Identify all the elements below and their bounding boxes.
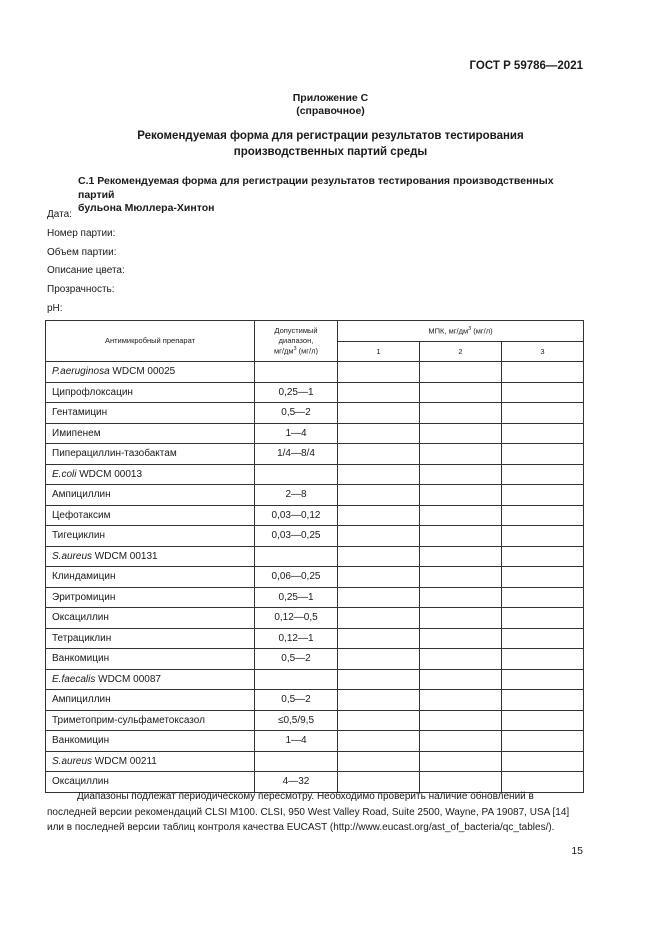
organism-strain-code: WDCM 00211 (92, 755, 157, 767)
range-cell: 1—4 (255, 423, 338, 444)
drug-row (46, 526, 584, 547)
mic-result-cell-3 (502, 464, 584, 485)
mic-result-cell-2 (420, 628, 502, 649)
drug-row (46, 587, 584, 608)
drug-cell: Ванкомицин (46, 731, 255, 752)
col-header-range-line-2: диапазон, (278, 335, 314, 345)
mic-result-cell-1 (338, 444, 420, 465)
mic-result-cell-1 (338, 751, 420, 772)
mic-result-cell-3 (502, 649, 584, 670)
range-cell: 4—32 (255, 772, 338, 793)
col-header-range (255, 321, 338, 362)
drug-row (46, 403, 584, 424)
drug-row (46, 505, 584, 526)
col-header-mic-2: 2 (420, 341, 502, 362)
drug-row (46, 690, 584, 711)
range-cell: 2—8 (255, 485, 338, 506)
mic-result-cell-3 (502, 751, 584, 772)
organism-row (46, 751, 584, 772)
range-cell: 0,12—1 (255, 628, 338, 649)
drug-cell: Оксациллин (46, 608, 255, 629)
mic-result-cell-3 (502, 628, 584, 649)
organism-name: P.aeruginosa (52, 366, 110, 378)
drug-row (46, 649, 584, 670)
drug-cell: Ампициллин (46, 690, 255, 711)
mic-result-cell-3 (502, 505, 584, 526)
drug-cell: Цефотаксим (46, 505, 255, 526)
section-heading-line-1: С.1 Рекомендуемая форма для регистрации результатов тестирования производственных партий (78, 175, 554, 201)
range-cell: ≤0,5/9,5 (255, 710, 338, 731)
range-cell-empty (255, 362, 338, 383)
mic-result-cell-3 (502, 526, 584, 547)
range-cell: 1—4 (255, 731, 338, 752)
drug-cell: Имипенем (46, 423, 255, 444)
organism-row (46, 669, 584, 690)
col-header-mic-1: 1 (338, 341, 420, 362)
mic-result-cell-2 (420, 423, 502, 444)
annex-heading (0, 92, 661, 118)
drug-row (46, 628, 584, 649)
standard-designation: ГОСТ Р 59786—2021 (469, 60, 583, 72)
mic-result-cell-2 (420, 403, 502, 424)
range-cell: 0,5—2 (255, 690, 338, 711)
drug-row (46, 608, 584, 629)
mic-result-cell-3 (502, 608, 584, 629)
range-cell: 0,25—1 (255, 587, 338, 608)
organism-strain-code: WDCM 00013 (76, 468, 143, 480)
range-cell: 0,5—2 (255, 649, 338, 670)
drug-row (46, 710, 584, 731)
results-table (45, 320, 584, 793)
col-header-drug: Антимикробный препарат (46, 321, 255, 362)
page-number: 15 (571, 845, 583, 857)
mic-result-cell-3 (502, 546, 584, 567)
mic-result-cell-1 (338, 587, 420, 608)
section-heading-line-2: бульона Мюллера-Хинтон (78, 202, 215, 214)
drug-row (46, 423, 584, 444)
organism-name: S.aureus (52, 550, 93, 562)
col-header-range-unit-alt: (мг/л) (296, 346, 318, 356)
organism-row (46, 464, 584, 485)
mic-result-cell-2 (420, 587, 502, 608)
drug-cell: Клиндамицин (46, 567, 255, 588)
drug-row (46, 567, 584, 588)
mic-result-cell-2 (420, 608, 502, 629)
mic-result-cell-3 (502, 587, 584, 608)
mic-result-cell-3 (502, 567, 584, 588)
field-color-description: Описание цвета: (47, 265, 125, 277)
mic-result-cell-1 (338, 485, 420, 506)
organism-name: S.aureus (52, 755, 93, 767)
mic-result-cell-2 (420, 731, 502, 752)
organism-row (46, 362, 584, 383)
col-header-range-unit: мг/дм (273, 346, 294, 356)
drug-cell: Пиперациллин-тазобактам (46, 444, 255, 465)
document-title-line-2: производственных партий среды (233, 146, 428, 158)
mic-result-cell-3 (502, 710, 584, 731)
mic-result-cell-3 (502, 444, 584, 465)
drug-cell: Ампициллин (46, 485, 255, 506)
drug-row (46, 444, 584, 465)
field-ph: рН: (47, 302, 63, 314)
drug-row (46, 485, 584, 506)
mic-result-cell-2 (420, 382, 502, 403)
organism-name: E.coli (52, 468, 77, 480)
range-cell: 0,12—0,5 (255, 608, 338, 629)
mic-result-cell-1 (338, 464, 420, 485)
organism-cell (46, 546, 255, 567)
organism-strain-code: WDCM 00087 (95, 673, 161, 685)
mic-result-cell-1 (338, 403, 420, 424)
mic-result-cell-1 (338, 382, 420, 403)
range-cell-empty (255, 751, 338, 772)
organism-cell (46, 751, 255, 772)
mic-result-cell-1 (338, 649, 420, 670)
mic-result-cell-1 (338, 546, 420, 567)
range-cell: 1/4—8/4 (255, 444, 338, 465)
col-header-mic-sup: 3 (468, 326, 472, 333)
organism-strain-code: WDCM 00131 (92, 550, 158, 562)
drug-cell: Тигециклин (46, 526, 255, 547)
annex-title: Приложение С (292, 92, 369, 104)
document-title (0, 128, 661, 160)
mic-result-cell-3 (502, 403, 584, 424)
range-cell: 0,25—1 (255, 382, 338, 403)
mic-result-cell-1 (338, 526, 420, 547)
mic-result-cell-1 (338, 608, 420, 629)
mic-result-cell-2 (420, 649, 502, 670)
organism-row (46, 546, 584, 567)
section-heading (78, 175, 583, 216)
document-title-line-1: Рекомендуемая форма для регистрации результатов тестирования (137, 130, 524, 142)
drug-cell: Тетрациклин (46, 628, 255, 649)
mic-result-cell-2 (420, 464, 502, 485)
mic-result-cell-2 (420, 710, 502, 731)
organism-strain-code: WDCM 00025 (109, 366, 176, 378)
field-batch-volume: Объем партии: (47, 246, 117, 258)
mic-result-cell-2 (420, 669, 502, 690)
mic-result-cell-3 (502, 423, 584, 444)
mic-result-cell-2 (420, 690, 502, 711)
mic-result-cell-1 (338, 710, 420, 731)
mic-result-cell-3 (502, 362, 584, 383)
drug-cell: Ванкомицин (46, 649, 255, 670)
field-clarity: Прозрачность: (47, 284, 115, 296)
organism-cell (46, 464, 255, 485)
drug-row (46, 382, 584, 403)
drug-cell: Ципрофлоксацин (46, 382, 255, 403)
range-cell-empty (255, 669, 338, 690)
annex-subtitle: (справочное) (296, 105, 365, 117)
field-date: Дата: (47, 209, 72, 220)
mic-result-cell-1 (338, 423, 420, 444)
form-fields (47, 208, 125, 321)
col-header-mic (338, 321, 584, 342)
drug-cell: Гентамицин (46, 403, 255, 424)
range-cell: 0,03—0,12 (255, 505, 338, 526)
mic-result-cell-2 (420, 751, 502, 772)
drug-cell: Триметоприм-сульфаметоксазол (46, 710, 255, 731)
mic-result-cell-1 (338, 628, 420, 649)
mic-result-cell-1 (338, 731, 420, 752)
mic-result-cell-3 (502, 690, 584, 711)
mic-result-cell-1 (338, 505, 420, 526)
footnote: Диапазоны подлежат периодическому пересмотру. Необходимо проверить наличие обновлений в последней версии рекомендаций CLSI M100. CLSI, 950 West Valley Road, Suite 2500, Wayne, PA 19087, USA [14] или в последней версии таблиц контроля качества EUCAST (http://www.eucast.org/ast_of_bacteria/qc_tables/). (47, 791, 570, 833)
range-cell: 0,06—0,25 (255, 567, 338, 588)
drug-row (46, 731, 584, 752)
mic-result-cell-2 (420, 444, 502, 465)
organism-name: E.faecalis (52, 673, 96, 685)
mic-result-cell-1 (338, 567, 420, 588)
mic-result-cell-3 (502, 382, 584, 403)
mic-result-cell-1 (338, 690, 420, 711)
col-header-mic-label: МПК, мг/дм (428, 326, 469, 336)
mic-result-cell-2 (420, 526, 502, 547)
drug-cell: Эритромицин (46, 587, 255, 608)
mic-result-cell-3 (502, 731, 584, 752)
field-batch-number: Номер партии: (47, 227, 116, 239)
range-cell: 0,03—0,25 (255, 526, 338, 547)
mic-result-cell-3 (502, 669, 584, 690)
range-cell-empty (255, 464, 338, 485)
col-header-mic-3: 3 (502, 341, 584, 362)
mic-result-cell-1 (338, 669, 420, 690)
range-cell-empty (255, 546, 338, 567)
organism-cell (46, 362, 255, 383)
col-header-mic-unit: (мг/л) (471, 326, 493, 336)
mic-result-cell-2 (420, 546, 502, 567)
drug-cell: Оксациллин (46, 772, 255, 793)
organism-cell (46, 669, 255, 690)
mic-result-cell-2 (420, 567, 502, 588)
mic-result-cell-2 (420, 362, 502, 383)
mic-result-cell-3 (502, 485, 584, 506)
results-table-body (46, 362, 584, 793)
mic-result-cell-1 (338, 362, 420, 383)
mic-result-cell-2 (420, 485, 502, 506)
mic-result-cell-2 (420, 505, 502, 526)
col-header-range-sup: 3 (293, 346, 297, 352)
col-header-range-line-1: Допустимый (274, 326, 318, 335)
range-cell: 0,5—2 (255, 403, 338, 424)
